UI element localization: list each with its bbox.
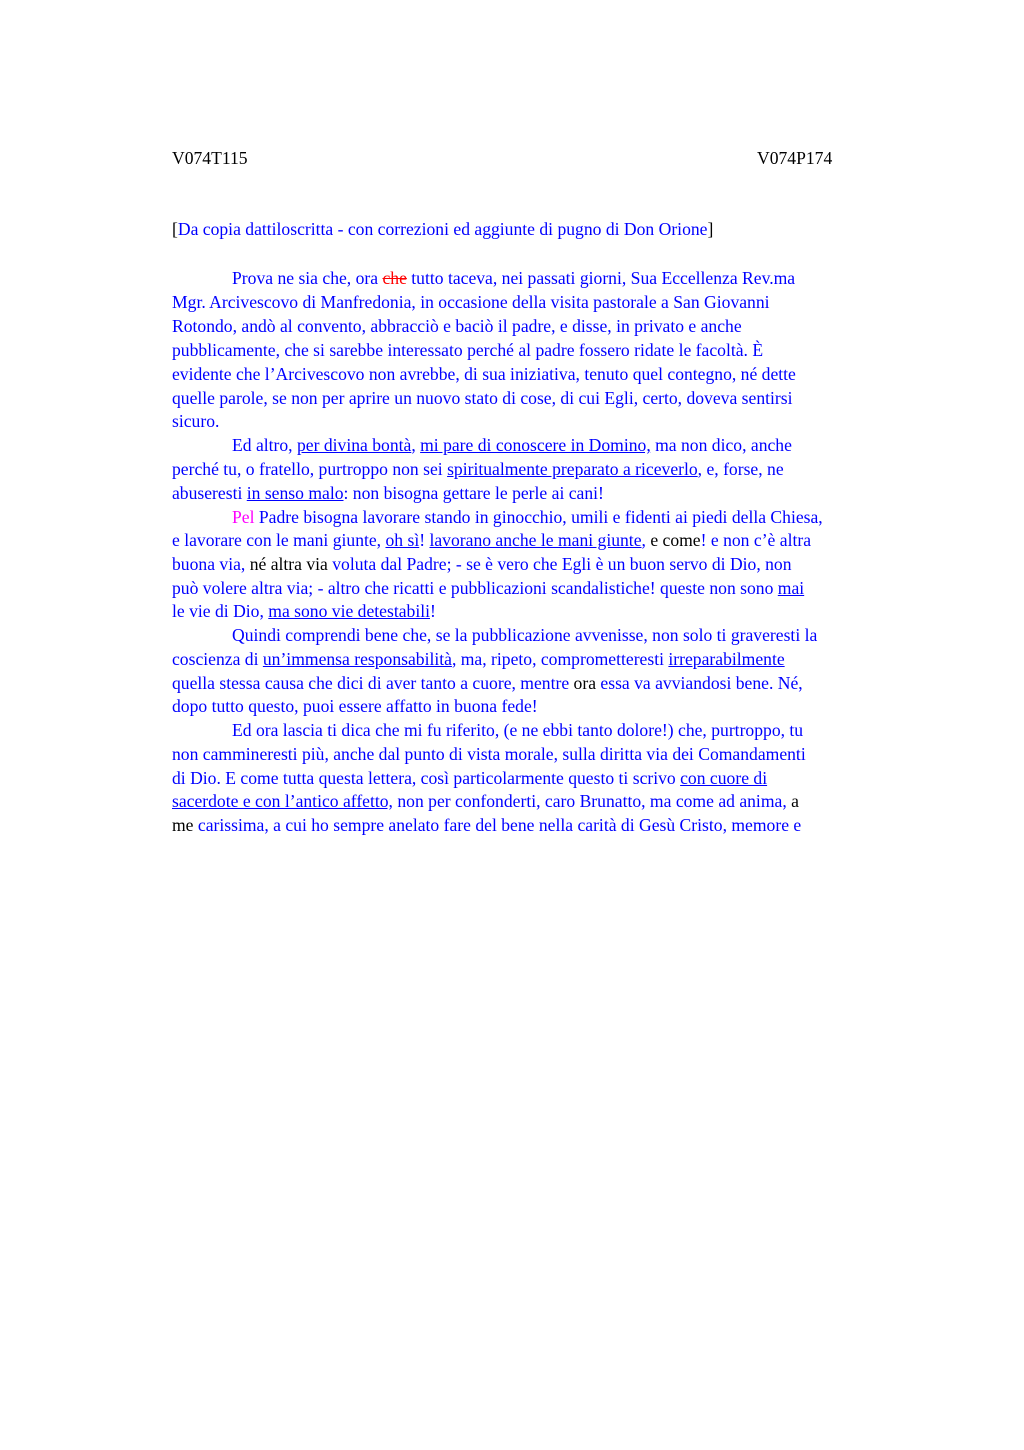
text-segment: coscienza di xyxy=(172,649,263,669)
underlined-text: oh sì xyxy=(385,530,420,550)
bracket-close: ] xyxy=(707,219,714,239)
text-segment: pubblicamente, che si sarebbe interessato perché al padre fossero ridate le facoltà. È xyxy=(172,340,764,360)
text-segment: ! e non c’è altra xyxy=(700,530,812,550)
editorial-note-text: Da copia dattiloscritta - con correzioni ed aggiunte di pugno di Don Orione xyxy=(177,219,708,239)
text-segment: sicuro. xyxy=(172,411,220,431)
underlined-text: spiritualmente preparato a riceverlo xyxy=(447,459,698,479)
text-line xyxy=(172,647,785,671)
text-segment: carissima, a cui ho sempre anelato fare del bene nella carità di Gesù Cristo, memore e xyxy=(193,815,802,835)
text-segment: me xyxy=(172,815,194,835)
text-segment: non cammineresti più, anche dal punto di vista morale, sulla diritta via dei Comandamenti xyxy=(172,744,806,764)
text-segment: essa va avviandosi bene. Né, xyxy=(596,673,803,693)
text-line xyxy=(172,671,803,695)
text-segment: abuseresti xyxy=(172,483,247,503)
text-line xyxy=(172,314,742,338)
bracket-open: [ xyxy=(172,219,178,239)
text-segment: ! xyxy=(419,530,430,550)
struck-text: che xyxy=(382,268,407,288)
underlined-text: mai xyxy=(777,578,805,598)
text-line xyxy=(172,433,792,457)
text-line xyxy=(172,505,823,529)
text-segment: Rotondo, andò al convento, abbracciò e baciò il padre, e disse, in privato e anche xyxy=(172,316,742,336)
text-segment: : non bisogna gettare le perle ai cani! xyxy=(343,483,604,503)
text-line xyxy=(172,338,763,362)
text-line xyxy=(172,457,784,481)
text-segment: ma non dico, anche xyxy=(650,435,792,455)
text-segment: né altra via xyxy=(249,554,328,574)
text-line xyxy=(172,552,792,576)
text-line xyxy=(172,718,803,742)
volume-text-code: V074T115 xyxy=(172,148,248,168)
volume-page-code: V074P174 xyxy=(757,148,833,168)
text-segment: E come tutta questa lettera, così particolarmente questo ti scrivo xyxy=(225,768,681,788)
underlined-text: sacerdote e con l’antico affetto, xyxy=(172,791,393,811)
text-segment: di Dio. xyxy=(172,768,226,788)
text-segment: , e, forse, ne xyxy=(697,459,784,479)
underlined-text: ma sono vie detestabili xyxy=(268,601,430,621)
underlined-text: per divina bontà xyxy=(296,435,412,455)
text-line xyxy=(172,576,804,600)
text-segment: Mgr. Arcivescovo di Manfredonia, in occasione della visita pastorale a San Giovanni xyxy=(172,292,770,312)
text-line xyxy=(172,789,799,813)
text-line xyxy=(172,813,801,837)
underlined-text: mi pare di conoscere in Domino, xyxy=(420,435,651,455)
handwritten-addition: Pel xyxy=(232,507,255,527)
text-line xyxy=(172,290,770,314)
text-segment: Prova ne sia che, ora xyxy=(232,268,383,288)
underlined-text: con cuore di xyxy=(680,768,768,788)
text-segment: , xyxy=(411,435,421,455)
underlined-text: un’immensa responsabilità xyxy=(262,649,452,669)
underlined-text: irreparabilmente xyxy=(668,649,785,669)
text-segment: buona via, xyxy=(172,554,250,574)
text-segment: tutto taceva, nei passati giorni, Sua Eccellenza Rev.ma xyxy=(406,268,796,288)
text-segment: ! xyxy=(430,601,436,621)
text-line xyxy=(172,694,538,718)
text-segment: perché tu, o fratello, purtroppo non sei xyxy=(172,459,448,479)
text-segment: quelle parole, se non per aprire un nuovo stato di cose, di cui Egli, certo, doveva sentirsi xyxy=(172,388,793,408)
text-segment: Ed ora lascia ti dica che mi fu riferito, (e ne ebbi tanto dolore!) che, purtroppo, tu xyxy=(232,720,804,740)
text-line xyxy=(172,362,796,386)
text-line xyxy=(172,528,811,552)
text-segment: le vie di Dio, xyxy=(172,601,269,621)
editorial-note xyxy=(172,217,713,241)
underlined-text: lavorano anche le mani giunte xyxy=(429,530,642,550)
text-segment: ora xyxy=(573,673,597,693)
text-segment: e lavorare con le mani giunte, xyxy=(172,530,386,550)
text-segment: , ma, ripeto, comprometteresti xyxy=(451,649,669,669)
text-line xyxy=(172,599,436,623)
text-line xyxy=(172,742,806,766)
text-segment: a xyxy=(791,791,799,811)
text-segment: quella stessa causa che dici di aver tanto a cuore, mentre xyxy=(172,673,574,693)
text-line xyxy=(172,386,793,410)
text-line xyxy=(172,266,795,290)
text-segment: Quindi comprendi bene che, se la pubblicazione avvenisse, non solo ti graveresti la xyxy=(232,625,818,645)
text-segment: evidente che l’Arcivescovo non avrebbe, di sua iniziativa, tenuto quel contegno, né dette xyxy=(172,364,796,384)
text-line xyxy=(172,481,604,505)
text-segment: voluta dal Padre; - se è vero che Egli è un buon servo di Dio, non xyxy=(327,554,792,574)
text-segment: non per confonderti, caro Brunatto, ma come ad anima, xyxy=(392,791,792,811)
text-segment: dopo tutto questo, puoi essere affatto in buona fede! xyxy=(172,696,538,716)
text-line xyxy=(172,409,219,433)
underlined-text: in senso malo xyxy=(246,483,344,503)
text-segment: Padre bisogna lavorare stando in ginocchio, umili e fidenti ai piedi della Chiesa, xyxy=(254,507,823,527)
text-segment: Ed altro, xyxy=(232,435,297,455)
text-segment: e come xyxy=(650,530,701,550)
text-line xyxy=(172,623,817,647)
text-line xyxy=(172,766,767,790)
text-segment: può volere altra via; - altro che ricatti e pubblicazioni scandalistiche! queste non sono xyxy=(172,578,778,598)
text-segment: , xyxy=(641,530,651,550)
